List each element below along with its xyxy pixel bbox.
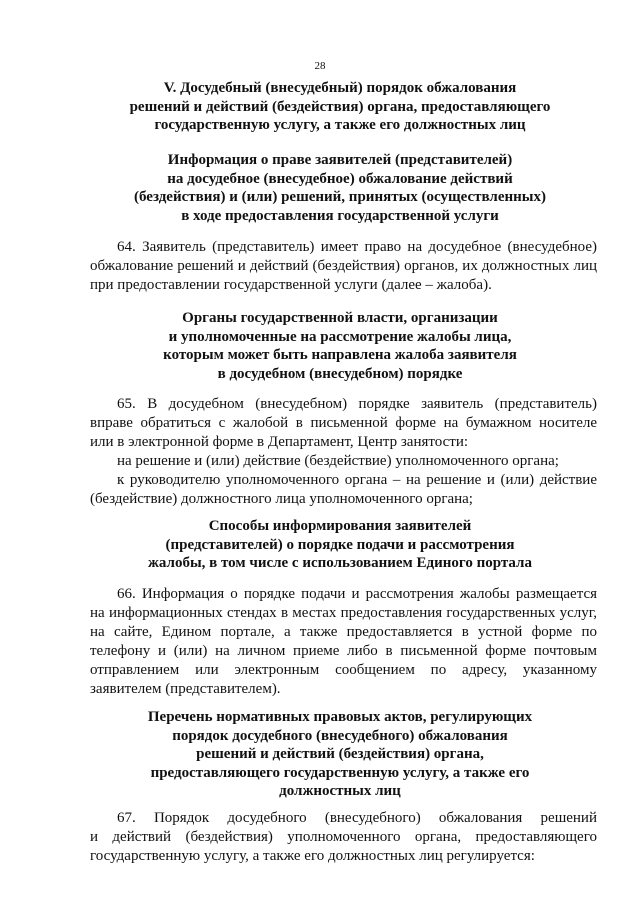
paragraph-line: на информационных стендах в местах предоставления государственных услуг, bbox=[90, 605, 597, 621]
section-title bbox=[80, 79, 600, 135]
paragraph-line: (бездействие) должностного лица уполномоченного органа; bbox=[90, 491, 473, 507]
heading-line: которым может быть направлена жалоба заявителя bbox=[163, 347, 517, 363]
heading-line: в ходе предоставления государственной услуги bbox=[181, 207, 499, 224]
heading-informing-methods bbox=[80, 517, 600, 573]
heading-legal-acts bbox=[80, 708, 600, 801]
heading-line: Информация о праве заявителей (представителей) bbox=[167, 152, 513, 168]
paragraph-line: при предоставлении государственной услуги (далее – жалоба). bbox=[90, 277, 492, 293]
paragraph-line: на сайте, Едином портале, а также предоставляется в устной форме по bbox=[90, 624, 597, 640]
paragraph-line: 67. Порядок досудебного (внесудебного) обжалования решений bbox=[117, 810, 597, 826]
heading-line: Способы информирования заявителей bbox=[208, 518, 472, 534]
heading-line: Органы государственной власти, организации bbox=[182, 310, 498, 326]
section-title-line: V. Досудебный (внесудебный) порядок обжалования bbox=[163, 80, 517, 96]
heading-appeal-rights bbox=[80, 151, 600, 225]
page-number: 28 bbox=[314, 60, 326, 72]
heading-line: должностных лиц bbox=[279, 783, 401, 799]
section-title-line: решений и действий (бездействия) органа, предоставляющего bbox=[129, 98, 551, 115]
paragraph-line: 65. В досудебном (внесудебном) порядке заявитель (представитель) bbox=[117, 396, 597, 412]
paragraph-65 bbox=[90, 395, 597, 509]
paragraph-line: заявителем (представителем). bbox=[90, 681, 281, 697]
paragraph-line: 66. Информация о порядке подачи и рассмотрения жалобы размещается bbox=[117, 586, 597, 602]
heading-line: в досудебном (внесудебном) порядке bbox=[217, 365, 463, 382]
heading-line: на досудебное (внесудебное) обжалование действий bbox=[167, 170, 513, 187]
heading-complaint-bodies bbox=[80, 309, 600, 383]
paragraph-line: государственную услугу, а также его должностных лиц регулируется: bbox=[90, 848, 535, 864]
heading-line: (представителей) о порядке подачи и рассмотрения bbox=[165, 536, 515, 553]
paragraph-66 bbox=[90, 585, 597, 699]
heading-line: порядок досудебного (внесудебного) обжалования bbox=[172, 727, 508, 744]
heading-line: решений и действий (бездействия) органа, bbox=[196, 746, 484, 762]
paragraph-line: вправе обратиться с жалобой в письменной форме на бумажном носителе bbox=[90, 415, 597, 431]
paragraph-line: обжалование решений и действий (бездействия) органов, их должностных лиц bbox=[90, 258, 597, 274]
paragraph-line: телефону и (или) на личном приеме либо в письменной форме почтовым bbox=[90, 643, 597, 659]
paragraph-line: 64. Заявитель (представитель) имеет право на досудебное (внесудебное) bbox=[117, 239, 597, 255]
paragraph-line: и действий (бездействия) уполномоченного органа, предоставляющего bbox=[90, 829, 597, 845]
heading-line: и уполномоченные на рассмотрение жалобы лица, bbox=[168, 328, 512, 345]
paragraph-line: к руководителю уполномоченного органа – на решение и (или) действие bbox=[117, 472, 597, 488]
paragraph-line: или в электронной форме в Департамент, Центр занятости: bbox=[90, 434, 469, 450]
paragraph-64 bbox=[90, 238, 597, 295]
heading-line: предоставляющего государственную услугу, а также его bbox=[150, 764, 530, 781]
paragraph-67 bbox=[90, 809, 597, 866]
heading-line: Перечень нормативных правовых актов, регулирующих bbox=[147, 709, 533, 725]
section-title-line: государственную услугу, а также его должностных лиц bbox=[154, 117, 526, 133]
paragraph-line: отправлением или электронным сообщением по адресу, указанному bbox=[90, 662, 597, 678]
paragraph-line: на решение и (или) действие (бездействие) уполномоченного органа; bbox=[117, 453, 559, 469]
heading-line: (бездействия) и (или) решений, принятых (осуществленных) bbox=[134, 189, 546, 205]
heading-line: жалобы, в том числе с использованием Единого портала bbox=[148, 555, 532, 571]
